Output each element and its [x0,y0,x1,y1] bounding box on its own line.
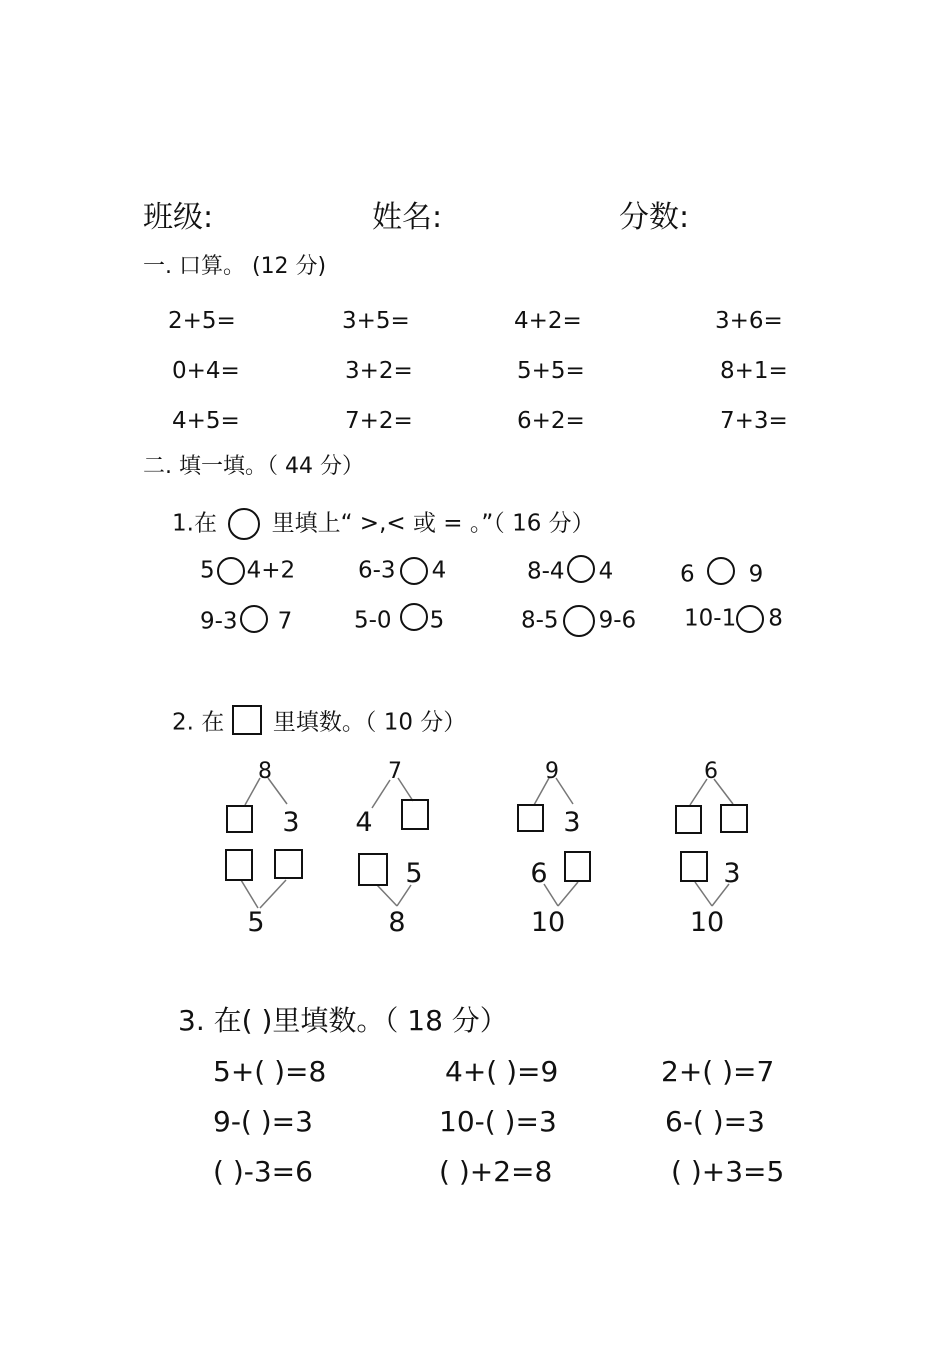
bond-part-number: 3 [723,858,741,889]
section1-title: 一. 口算。 (12 分) [143,254,327,279]
answer-box[interactable] [359,854,387,885]
fill-problem: 10-( )=3 [439,1105,557,1138]
oral-problem: 0+4= [172,358,240,384]
part2-title-prefix: 2. 在 [172,709,225,736]
bond-line [241,880,258,908]
bond-part-number: 3 [563,807,581,838]
bond-total-number: 8 [388,907,406,938]
compare-right: 7 [277,608,293,635]
compare-right: 4 [431,557,447,584]
bond-line [695,882,712,906]
oral-problem: 7+3= [720,408,788,434]
part1-title-suffix: 里填上“ >,< 或 = 。”（ 16 分） [271,510,595,537]
oral-problem: 7+2= [345,408,413,434]
answer-box[interactable] [565,852,590,881]
bond-top-number: 7 [388,759,402,784]
compare-right: 9 [748,561,764,588]
compare-right: 9-6 [598,607,637,634]
fill-problem: 9-( )=3 [213,1105,313,1138]
bond-top-number: 8 [258,759,272,784]
compare-right: 4 [598,558,614,585]
answer-box[interactable] [681,852,707,881]
answer-box[interactable] [227,806,252,832]
compare-left: 10-1 [684,605,737,632]
bond-part-number: 3 [282,807,300,838]
oral-problem: 5+5= [517,358,585,384]
fill-problem: ( )+3=5 [671,1155,785,1188]
oral-problem: 3+2= [345,358,413,384]
compare-left: 5 [200,557,215,584]
oral-problem: 2+5= [168,308,236,334]
compare-right: 8 [768,605,783,632]
compare-left: 6 [680,561,695,588]
answer-box[interactable] [721,805,747,832]
compare-right: 5 [429,607,445,634]
compare-left: 9-3 [200,608,238,635]
answer-box[interactable] [275,850,302,878]
bond-total-number: 10 [530,907,566,938]
fill-problem: 6-( )=3 [665,1105,765,1138]
part3-title: 3. 在( )里填数。（ 18 分） [178,1004,508,1037]
bond-part-number: 4 [355,807,373,838]
bond-total-number: 10 [689,907,725,938]
fill-problem: ( )+2=8 [439,1155,553,1188]
answer-box[interactable] [402,800,428,829]
compare-left: 6-3 [358,557,396,584]
answer-box[interactable] [676,806,701,833]
compare-right: 4+2 [246,557,296,584]
answer-box[interactable] [518,805,543,831]
compare-left: 5-0 [354,607,392,634]
bond-part-number: 6 [530,858,548,889]
name-label: 姓名: [372,200,443,235]
class-label: 班级: [143,200,214,235]
fill-problem: 2+( )=7 [661,1055,775,1088]
score-label: 分数: [619,200,690,235]
fill-problem: 5+( )=8 [213,1055,327,1088]
bond-top-number: 9 [545,759,559,784]
bond-total-number: 5 [247,907,265,938]
oral-problem: 8+1= [720,358,788,384]
section2-title: 二. 填一填。（ 44 分） [143,454,364,479]
answer-box[interactable] [226,850,252,880]
bond-part-number: 5 [405,858,423,889]
compare-left: 8-5 [521,607,559,634]
compare-left: 8-4 [527,558,565,585]
oral-problem: 4+2= [514,308,582,334]
fill-problem: ( )-3=6 [213,1155,313,1188]
oral-problem: 3+6= [715,308,783,334]
oral-problem: 6+2= [517,408,585,434]
bond-top-number: 6 [704,759,718,784]
bond-line [558,882,578,906]
oral-problem: 3+5= [342,308,410,334]
part1-title-prefix: 1.在 [172,510,217,537]
part2-title-suffix: 里填数。（ 10 分） [272,709,467,736]
bond-line [372,780,390,808]
bond-line [260,880,286,908]
bond-line [377,885,397,906]
oral-problem: 4+5= [172,408,240,434]
fill-problem: 4+( )=9 [445,1055,559,1088]
